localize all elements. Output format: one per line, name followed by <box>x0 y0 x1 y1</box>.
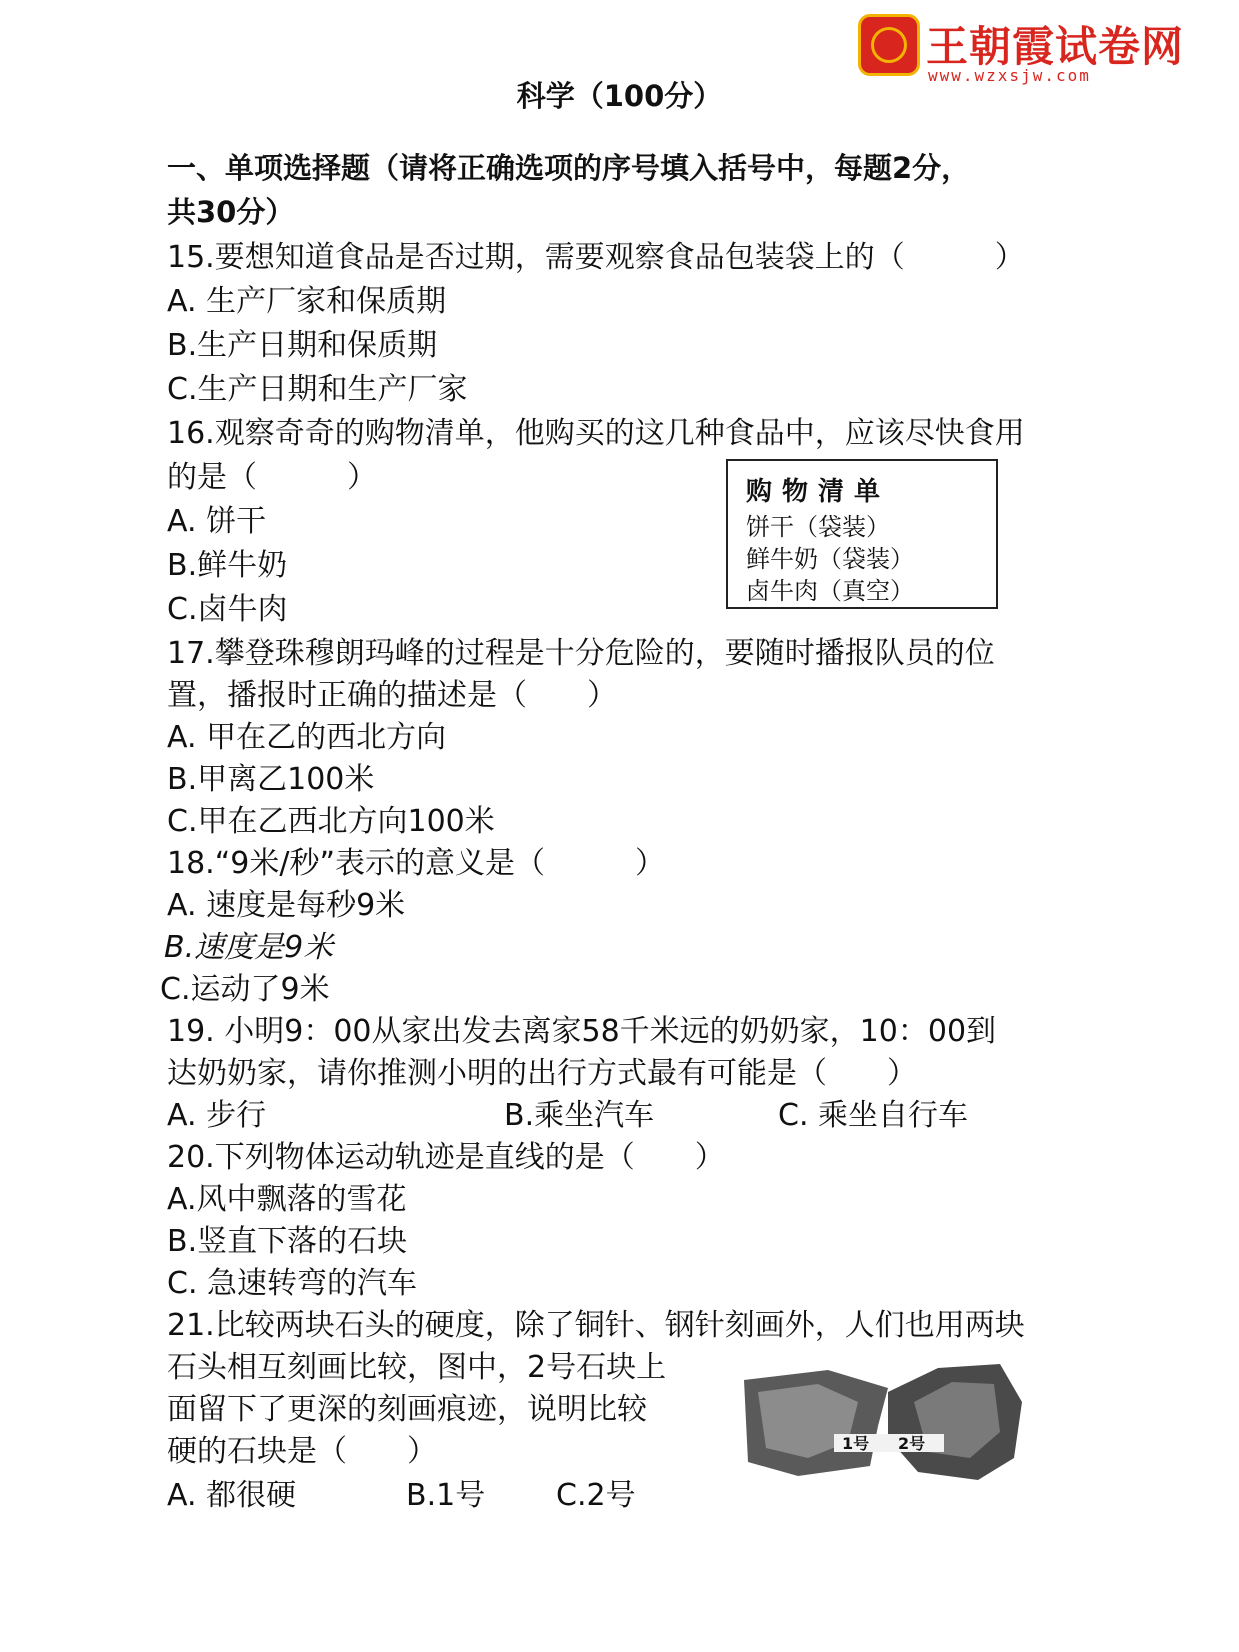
q18-option-a: A. 速度是每秒9米 <box>167 888 406 923</box>
q15-option-b: B.生产日期和保质期 <box>167 328 438 363</box>
q17-stem-cont: 置，播报时正确的描述是（ ） <box>167 678 617 713</box>
q18-option-c: C.运动了9米 <box>160 972 330 1007</box>
q19-option-a: A. 步行 <box>167 1098 267 1133</box>
q19-stem: 19. 小明9：00从家出发去离家58千米远的奶奶家，10：00到 <box>167 1014 997 1049</box>
shopping-list-title: 购物清单 <box>746 477 891 507</box>
q15-option-c: C.生产日期和生产厂家 <box>167 372 468 407</box>
shopping-list <box>726 459 998 609</box>
q19-option-b: B.乘坐汽车 <box>504 1098 655 1133</box>
q17-option-b: B.甲离乙100米 <box>167 762 375 797</box>
q17-option-a: A. 甲在乙的西北方向 <box>167 720 447 755</box>
q16-stem-cont: 的是（ ） <box>167 460 377 495</box>
section-heading: 一、单项选择题（请将正确选项的序号填入括号中，每题2分， <box>167 151 971 185</box>
rocks-figure <box>738 1362 1026 1482</box>
q17-stem: 17.攀登珠穆朗玛峰的过程是十分危险的，要随时播报队员的位 <box>167 636 995 671</box>
logo-name: 王朝霞试卷网 <box>926 22 1185 71</box>
q16-option-c: C.卤牛肉 <box>167 592 288 627</box>
q18-option-b: B.速度是9米 <box>164 930 334 965</box>
rock-label-1: 1号 <box>842 1434 870 1453</box>
site-logo <box>858 14 1198 85</box>
q18-stem: 18.“9米/秒”表示的意义是（ ） <box>167 846 665 881</box>
shopping-list-item: 鲜牛奶（袋装） <box>746 545 914 573</box>
q20-option-a: A.风中飘落的雪花 <box>167 1182 407 1217</box>
q15-stem: 15.要想知道食品是否过期，需要观察食品包装袋上的（ ） <box>167 240 1025 275</box>
q15-option-a: A. 生产厂家和保质期 <box>167 284 447 319</box>
page-title: 科学（100分） <box>516 79 723 113</box>
q21-option-a: A. 都很硬 <box>167 1478 297 1513</box>
logo-url: www.wzxsjw.com <box>928 66 1091 85</box>
q20-stem: 20.下列物体运动轨迹是直线的是（ ） <box>167 1140 725 1175</box>
q21-option-c: C.2号 <box>556 1478 636 1513</box>
q21-stem-cont: 面留下了更深的刻画痕迹，说明比较 <box>167 1392 647 1427</box>
q21-stem-cont: 石头相互刻画比较，图中，2号石块上 <box>167 1350 667 1385</box>
rock-label-2: 2号 <box>898 1434 926 1453</box>
q19-stem-cont: 达奶奶家，请你推测小明的出行方式最有可能是（ ） <box>167 1056 917 1091</box>
logo-badge-icon <box>858 14 920 76</box>
q21-option-b: B.1号 <box>406 1478 486 1513</box>
q21-stem-cont: 硬的石块是（ ） <box>167 1434 437 1469</box>
q17-option-c: C.甲在乙西北方向100米 <box>167 804 495 839</box>
q21-stem: 21.比较两块石头的硬度，除了铜针、钢针刻画外，人们也用两块 <box>167 1308 1025 1343</box>
q16-option-a: A. 饼干 <box>167 504 267 539</box>
shopping-list-item: 卤牛肉（真空） <box>746 577 914 605</box>
q16-stem: 16.观察奇奇的购物清单，他购买的这几种食品中，应该尽快食用 <box>167 416 1025 451</box>
q20-option-b: B.竖直下落的石块 <box>167 1224 408 1259</box>
section-heading-cont: 共30分） <box>167 195 295 229</box>
q16-option-b: B.鲜牛奶 <box>167 548 288 583</box>
shopping-list-item: 饼干（袋装） <box>746 513 890 541</box>
q19-option-c: C. 乘坐自行车 <box>778 1098 969 1133</box>
q20-option-c: C. 急速转弯的汽车 <box>167 1266 418 1301</box>
